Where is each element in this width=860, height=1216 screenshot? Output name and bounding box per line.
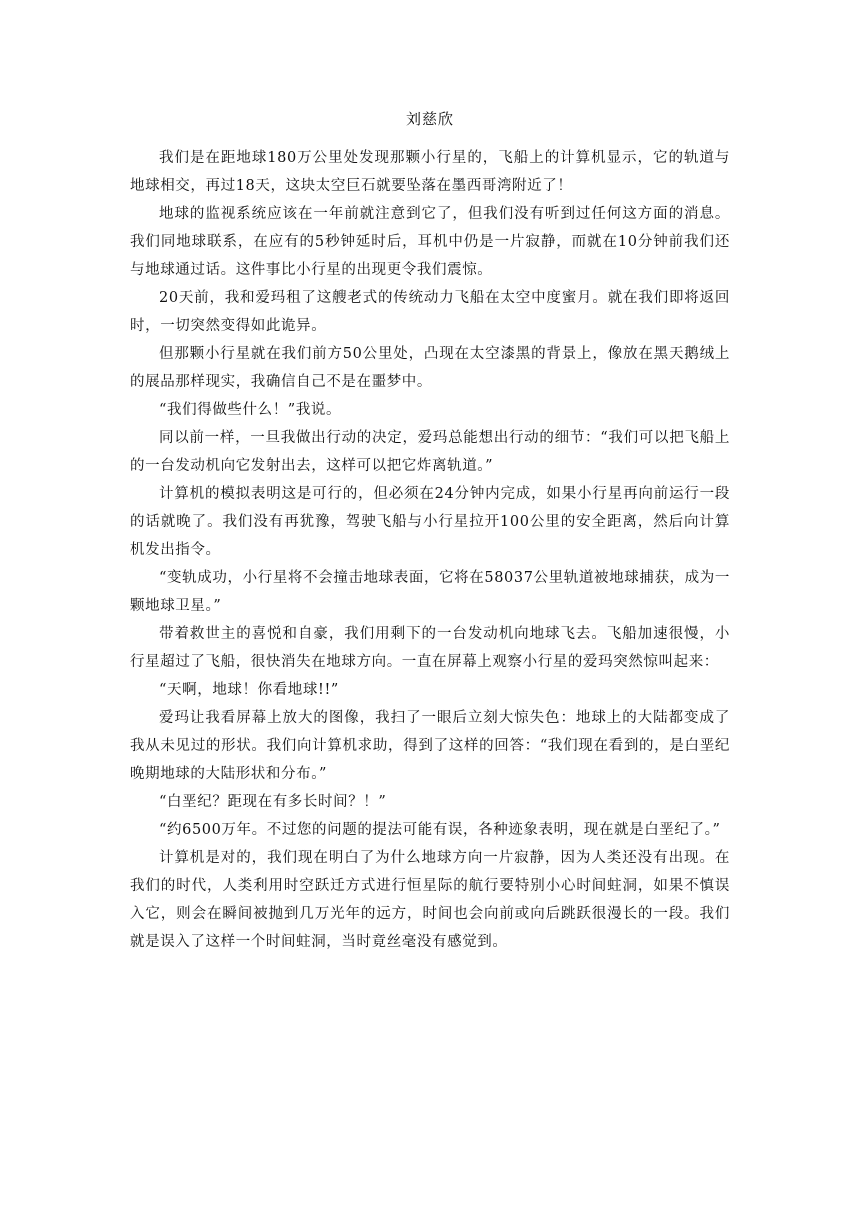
story-paragraph: 地球的监视系统应该在一年前就注意到它了，但我们没有听到过任何这方面的消息。我们同地球联系，在应有的5秒钟延时后，耳机中仍是一片寂静，而就在10分钟前我们还与地球通过话。这件事比小行星的出现更令我们震惊。 xyxy=(130,206,730,278)
story-paragraph: 我们是在距地球180万公里处发现那颗小行星的，飞船上的计算机显示，它的轨道与地球相交，再过18天，这块太空巨石就要坠落在墨西哥湾附近了！ xyxy=(130,150,730,194)
story-paragraph: “我们得做些什么！”我说。 xyxy=(159,402,342,418)
story-paragraph: “天啊，地球！你看地球!!” xyxy=(159,682,339,698)
story-paragraph: 爱玛让我看屏幕上放大的图像，我扫了一眼后立刻大惊失色：地球上的大陆都变成了我从未见过的形状。我们向计算机求助，得到了这样的回答：“我们现在看到的，是白垩纪晚期地球的大陆形状和分布。” xyxy=(130,710,730,782)
story-paragraph: 带着救世主的喜悦和自豪，我们用剩下的一台发动机向地球飞去。飞船加速很慢，小行星超过了飞船，很快消失在地球方向。一直在屏幕上观察小行星的爱玛突然惊叫起来： xyxy=(130,626,730,670)
story-paragraph: “变轨成功，小行星将不会撞击地球表面，它将在58037公里轨道被地球捕获，成为一颗地球卫星。” xyxy=(130,570,730,614)
story-body xyxy=(130,144,730,956)
story-paragraph: 但那颗小行星就在我们前方50公里处，凸现在太空漆黑的背景上，像放在黑天鹅绒上的展品那样现实，我确信自己不是在噩梦中。 xyxy=(130,346,730,390)
story-paragraph: 同以前一样，一旦我做出行动的决定，爱玛总能想出行动的细节：“我们可以把飞船上的一台发动机向它发射出去，这样可以把它炸离轨道。” xyxy=(130,430,730,474)
story-paragraph: 20天前，我和爱玛租了这艘老式的传统动力飞船在太空中度蜜月。就在我们即将返回时，一切突然变得如此诡异。 xyxy=(130,290,730,334)
author-name: 刘慈欣 xyxy=(405,110,454,128)
story-paragraph: “白垩纪？距现在有多长时间？！” xyxy=(159,794,387,810)
story-paragraph: 计算机是对的，我们现在明白了为什么地球方向一片寂静，因为人类还没有出现。在我们的时代，人类利用时空跃迁方式进行恒星际的航行要特别小心时间蛀洞，如果不慎误入它，则会在瞬间被抛到几万光年的远方，时间也会向前或向后跳跃很漫长的一段。我们就是误入了这样一个时间蛀洞，当时竟丝毫没有感觉到。 xyxy=(130,850,730,950)
story-paragraph: “约6500万年。不过您的问题的提法可能有误，各种迹象表明，现在就是白垩纪了。” xyxy=(159,822,721,838)
story-paragraph: 计算机的模拟表明这是可行的，但必须在24分钟内完成，如果小行星再向前运行一段的话就晚了。我们没有再犹豫，驾驶飞船与小行星拉开100公里的安全距离，然后向计算机发出指令。 xyxy=(130,486,730,558)
